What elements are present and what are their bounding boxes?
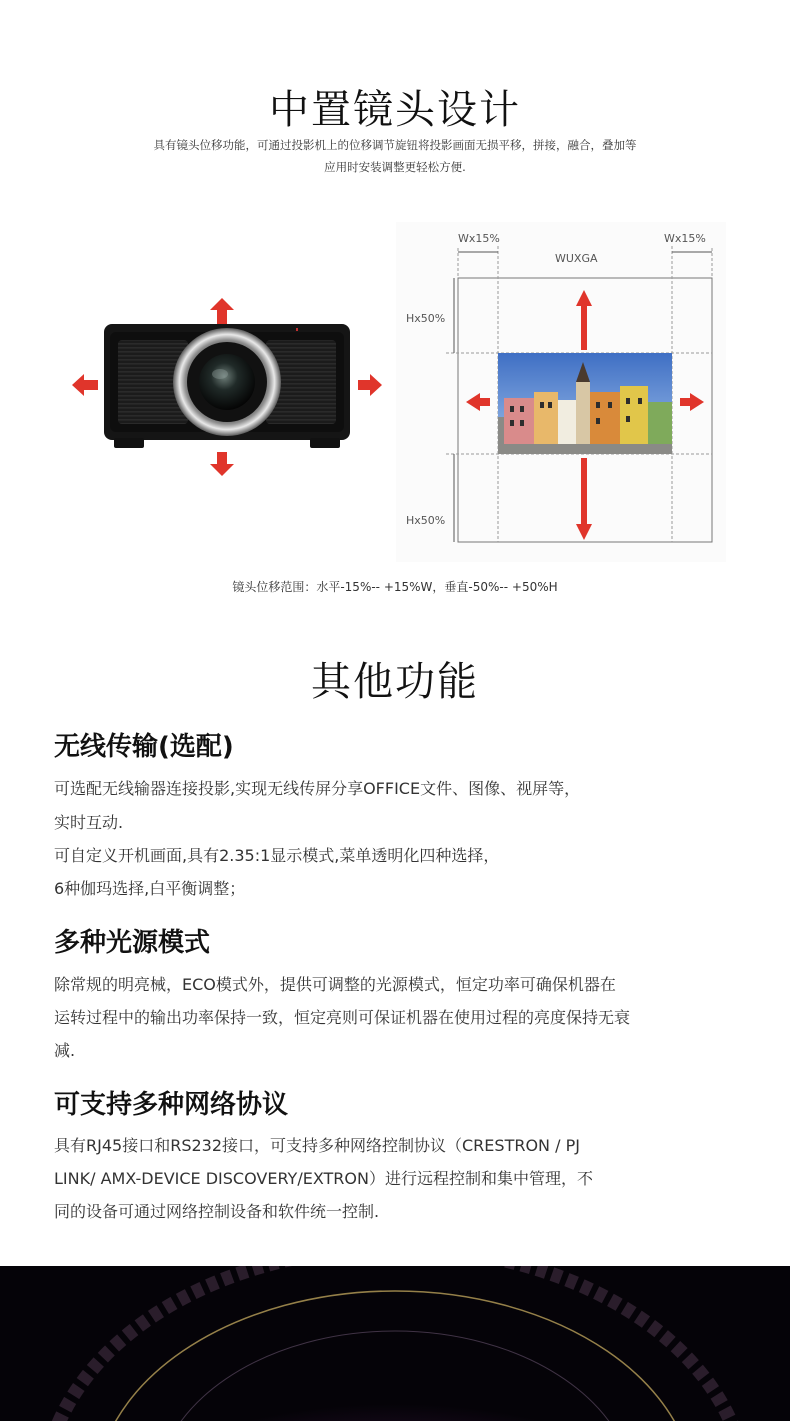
lens-section-title: 中置镜头设计 xyxy=(269,87,521,133)
feature-wireless-line-3: 可自定义开机画面,具有2.35:1显示模式,菜单透明化四种选择， xyxy=(54,846,500,865)
lens-shift-caption: 镜头位移范围：水平-15%-- +15%W，垂直-50%-- +50%H xyxy=(232,580,558,594)
lens-intro-line-1: 具有镜头位移功能，可通过投影机上的位移调节旋钮将投影画面无损平移，拼接，融合，叠加等 xyxy=(153,138,637,152)
feature-network-line-3: 同的设备可通过网络控制设备和软件统一控制. xyxy=(54,1202,380,1221)
lens-shift-diagram xyxy=(396,222,726,562)
lens-intro-line-2: 应用时安装调整更轻松方便. xyxy=(324,160,466,174)
arrow-right-icon xyxy=(358,374,382,396)
arrow-down-icon xyxy=(210,452,234,476)
feature-heading-wireless: 无线传输(选配) xyxy=(54,732,234,762)
height-label-bottom: Hx50% xyxy=(406,514,446,527)
feature-wireless-line-4: 6种伽玛选择,白平衡调整； xyxy=(54,879,246,898)
arrow-up-icon xyxy=(210,298,234,324)
projector-image xyxy=(100,322,354,452)
feature-network-line-2: LINK/ AMX-DEVICE DISCOVERY/EXTRON）进行远程控制和集中管理，不 xyxy=(54,1169,593,1188)
feature-wireless-line-1: 可选配无线输器连接投影,实现无线传屏分享OFFICE文件、图像、视屏等， xyxy=(54,779,581,798)
width-label-right: Wx15% xyxy=(664,232,706,245)
feature-light-line-2: 运转过程中的输出功率保持一致，恒定亮则可保证机器在使用过程的亮度保持无衰 xyxy=(54,1008,631,1027)
feature-light-line-3: 减. xyxy=(54,1041,76,1060)
feature-light-line-1: 除常规的明亮械，ECO模式外，提供可调整的光源模式，恒定功率可确保机器在 xyxy=(54,975,616,994)
feature-heading-network: 可支持多种网络协议 xyxy=(54,1090,289,1120)
feature-network-line-1: 具有RJ45接口和RS232接口，可支持多种网络控制协议（CRESTRON / PJ xyxy=(54,1136,580,1155)
width-label-left: Wx15% xyxy=(458,232,500,245)
height-label-top: Hx50% xyxy=(406,312,446,325)
other-features-title: 其他功能 xyxy=(311,659,479,705)
feature-wireless-line-2: 实时互动. xyxy=(54,813,124,832)
resolution-label: WUXGA xyxy=(555,252,598,265)
arrow-left-icon xyxy=(72,374,98,396)
feature-heading-light-source: 多种光源模式 xyxy=(54,928,211,958)
decorative-banner xyxy=(0,1266,790,1421)
